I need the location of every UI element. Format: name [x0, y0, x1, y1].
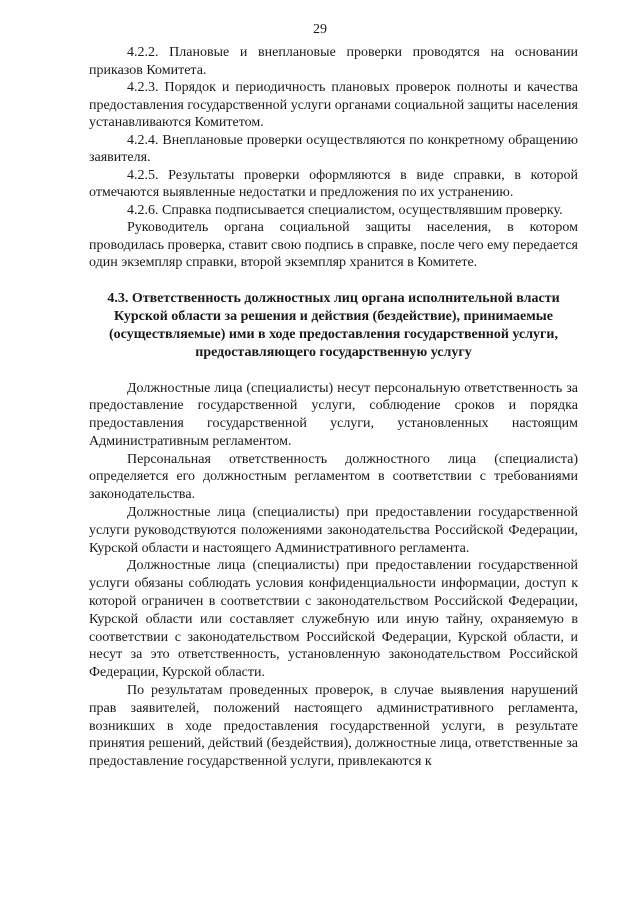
paragraph-4-2-6: 4.2.6. Справка подписывается специалистом, осуществлявшим проверку.	[127, 202, 563, 218]
section-heading: 4.3. Ответственность должностных лиц органа исполнительной власти Курской области за решения и действия (бездействие), принимаемые (осуществляемые) ими в ходе предоставления государственной услуги, предоставляющего государственную услугу	[107, 290, 560, 360]
section-4-3	[89, 290, 578, 772]
paragraph-inspection-results: По результатам проведенных проверок, в случае выявления нарушений прав заявителей, положений настоящего административного регламента, возникших в ходе предоставления государственной услуги, в результате принятия решений, действий (бездействия), должностные лица, ответственные за предоставление государственной услуги, привлекаются к	[89, 683, 578, 770]
paragraph-4-2-3: 4.2.3. Порядок и периодичность плановых проверок полноты и качества предоставления государственной услуги органами социальной защиты населения устанавливаются Комитетом.	[89, 80, 578, 130]
document-body	[89, 44, 578, 771]
paragraph-personal-responsibility: Должностные лица (специалисты) несут персональную ответственность за предоставление государственной услуги, соблюдение сроков и порядка предоставления государственной услуги, установленных настоящим Административным регламентом.	[89, 380, 578, 449]
paragraph-legislation-guidance: Должностные лица (специалисты) при предоставлении государственной услуги руководствуются положениями законодательства Российской Федерации, Курской области и настоящего Административного регламента.	[89, 505, 578, 556]
section-4-2-paragraphs	[89, 44, 578, 272]
page-number: 29	[313, 22, 327, 37]
paragraph-4-2-5: 4.2.5. Результаты проверки оформляются в виде справки, в которой отмечаются выявленные недостатки и предложения по их устранению.	[89, 167, 578, 200]
paragraph-official-regulation: Персональная ответственность должностного лица (специалиста) определяется его должностным регламентом в соответствии с требованиями законодательства.	[89, 451, 578, 503]
section-4-3-paragraphs	[89, 380, 578, 772]
paragraph-4-2-4: 4.2.4. Внеплановые проверки осуществляются по конкретному обращению заявителя.	[89, 132, 578, 165]
paragraph-confidentiality: Должностные лица (специалисты) при предоставлении государственной услуги обязаны соблюдать условия конфиденциальности информации, доступ к которой ограничен в соответствии с законодательством Российской Федерации, Курской области или составляет служебную или иную тайну, охраняемую в соответствии с законодательством Российской Федерации, Курской области, и несут за это ответственность, установленную законодательством Российской Федерации, Курской области.	[89, 558, 578, 681]
paragraph-head-signature: Руководитель органа социальной защиты населения, в котором проводилась проверка, ставит свою подпись в справке, после чего ему передается один экземпляр справки, второй экземпляр хранится в Комитете.	[89, 220, 578, 270]
paragraph-4-2-2: 4.2.2. Плановые и внеплановые проверки проводятся на основании приказов Комитета.	[89, 45, 578, 78]
